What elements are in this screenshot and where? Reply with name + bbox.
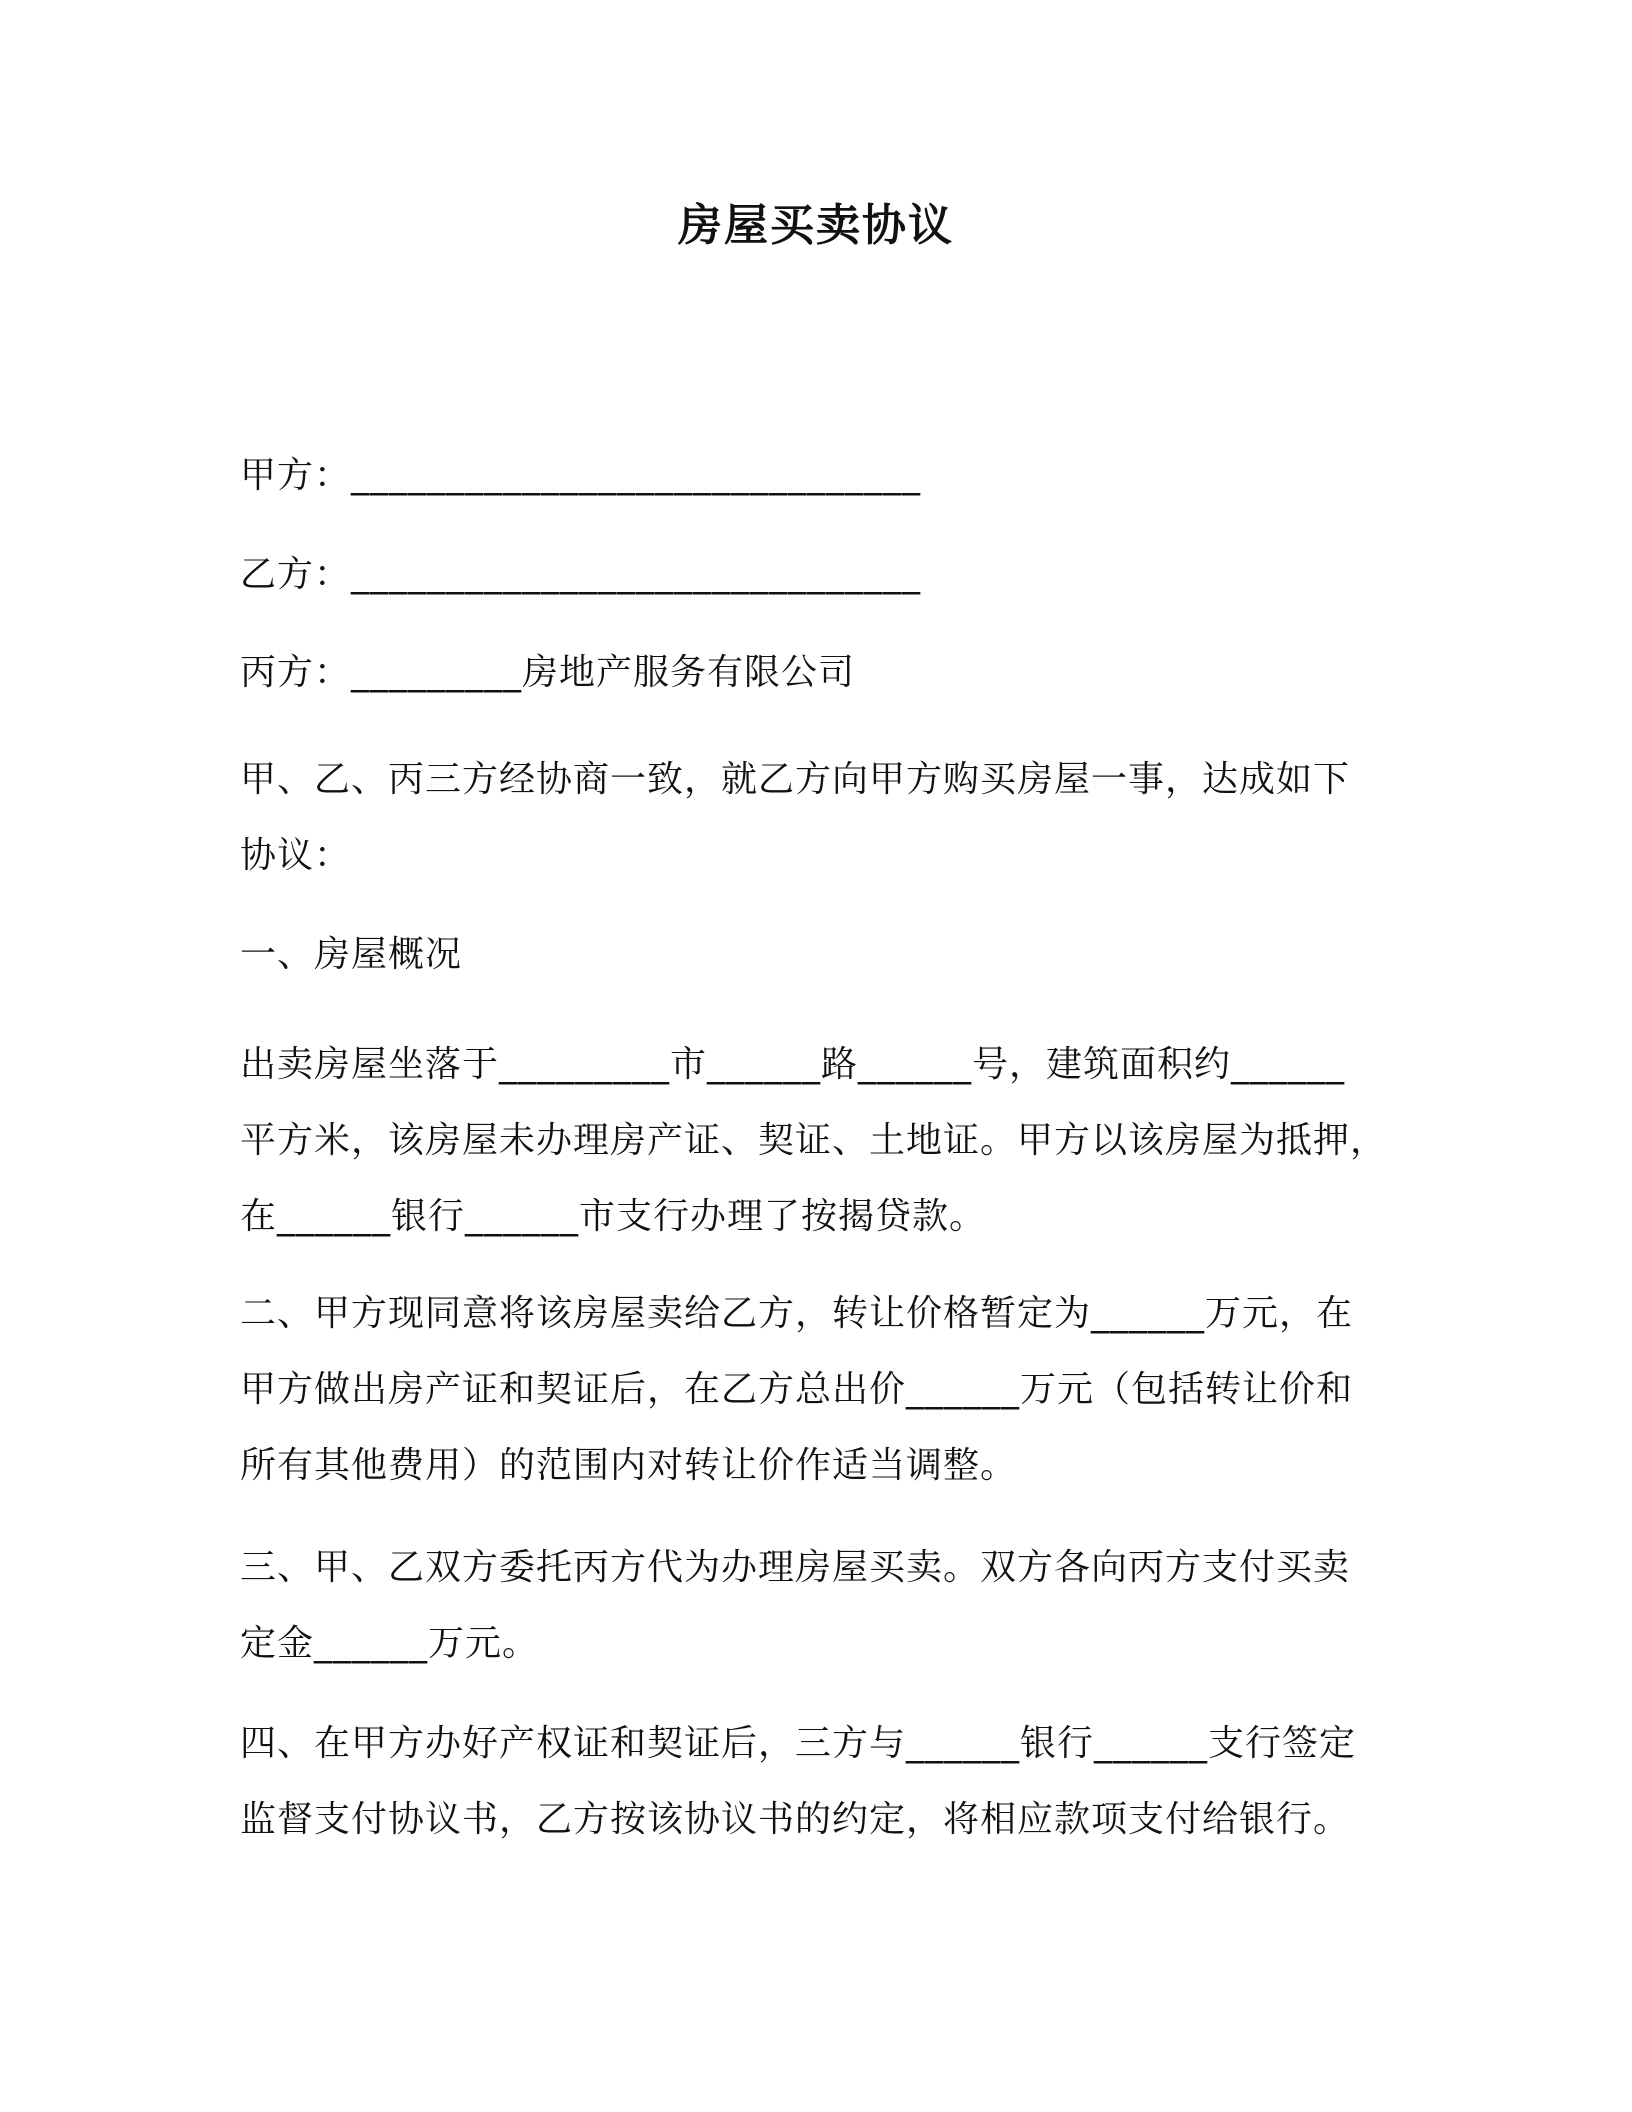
section-2-paragraph: 二、甲方现同意将该房屋卖给乙方，转让价格暂定为______万元，在 甲方做出房产证和契证后，在乙方总出价______万元（包括转让价和 所有其他费用）的范围内对转让价作适当调整。 (240, 1293, 1354, 1486)
document-title: 房屋买卖协议 (678, 200, 954, 251)
section-1-body: 出卖房屋坐落于_________市______路______号，建筑面积约______ 平方米，该房屋未办理房产证、契证、土地证。甲方以该房屋为抵押， 在______银行______市支行办理了按揭贷款。 (240, 1044, 1388, 1237)
party-c-line: 丙方：_________房地产服务有限公司 (240, 652, 856, 693)
section-1-heading: 一、房屋概况 (240, 934, 463, 975)
section-3-paragraph: 三、甲、乙双方委托丙方代为办理房屋买卖。双方各向丙方支付买卖 定金______万元。 (240, 1547, 1351, 1664)
party-b-line: 乙方：______________________________ (240, 554, 922, 595)
section-4-paragraph: 四、在甲方办好产权证和契证后，三方与______银行______支行签定 监督支付协议书，乙方按该协议书的约定，将相应款项支付给银行。 (240, 1723, 1357, 1840)
intro-paragraph: 甲、乙、丙三方经协商一致，就乙方向甲方购买房屋一事，达成如下 协议： (240, 759, 1351, 876)
party-a-line: 甲方：______________________________ (240, 455, 922, 496)
